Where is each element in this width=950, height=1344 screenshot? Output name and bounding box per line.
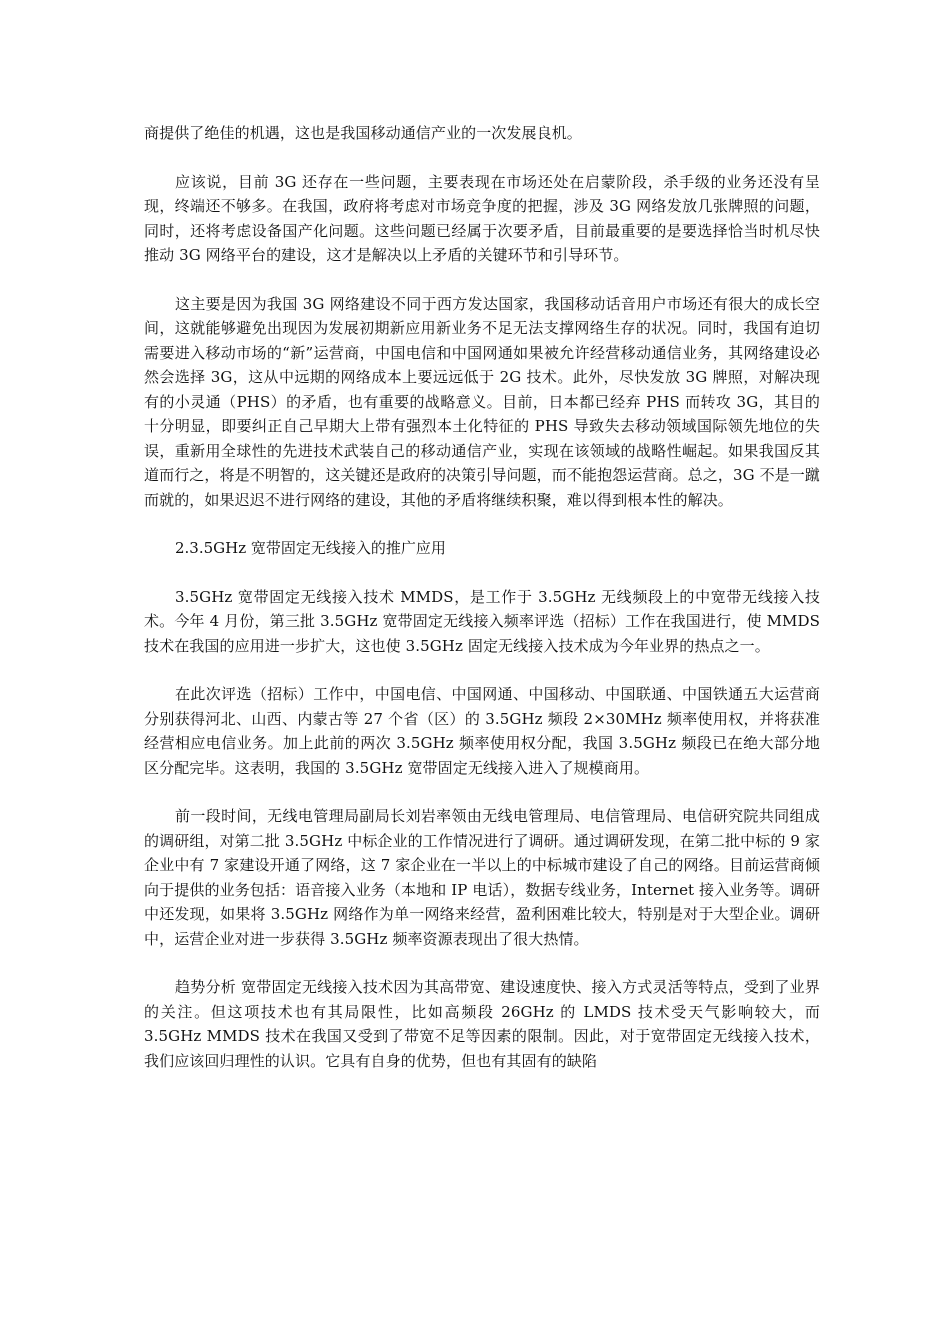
- paragraph-3g-problems: 应该说，目前 3G 还存在一些问题，主要表现在市场还处在启蒙阶段，杀手级的业务还没有呈现，终端还不够多。在我国，政府将考虑对市场竞争度的把握，涉及 3G 网络发放几张牌照的问题，同时，还将考虑设备国产化问题。这些问题已经属于次要矛盾，目前最重要的是要选择恰当时机尽快推动 3G 网络平台的建设，这才是解决以上矛盾的关键环节和引导环节。: [144, 172, 820, 264]
- paragraph-research-findings: 前一段时间，无线电管理局副局长刘岩率领由无线电管理局、电信管理局、电信研究院共同组成的调研组，对第二批 3.5GHz 中标企业的工作情况进行了调研。通过调研发现，在第二批中标的 9 家企业中有 7 家建设开通了网络，这 7 家企业在一半以上的中标城市建设了自己的网络。目前运营商倾向于提供的业务包括：语音接入业务（本地和 IP 电话），数据专线业务，Internet 接入业务等。调研中还发现，如果将 3.5GHz 网络作为单一网络来经营，盈利困难比较大，特别是对于大型企业。调研中，运营企业对进一步获得 3.5GHz 频率资源表现出了很大热情。: [144, 807, 820, 948]
- paragraph-tender-results: 在此次评选（招标）工作中，中国电信、中国网通、中国移动、中国联通、中国铁通五大运营商分别获得河北、山西、内蒙古等 27 个省（区）的 3.5GHz 频段 2×30MHz 频率使用权，并将获准经营相应电信业务。加上此前的两次 3.5GHz 频率使用权分配，我国 3.5GHz 频段已在绝大部分地区分配完毕。这表明，我国的 3.5GHz 宽带固定无线接入进入了规模商用。: [144, 685, 820, 777]
- paragraph-mmds-intro: 3.5GHz 宽带固定无线接入技术 MMDS，是工作于 3.5GHz 无线频段上的中宽带无线接入技术。今年 4 月份，第三批 3.5GHz 宽带固定无线接入频率评选（招标）工作在我国进行，使 MMDS 技术在我国的应用进一步扩大，这也使 3.5GHz 固定无线接入技术成为今年业界的热点之一。: [144, 587, 820, 655]
- section-heading-3-5ghz: 2.3.5GHz 宽带固定无线接入的推广应用: [175, 539, 446, 557]
- document-page: [144, 121, 820, 1097]
- paragraph-3g-reasons: 这主要是因为我国 3G 网络建设不同于西方发达国家，我国移动话音用户市场还有很大的成长空间，这就能够避免出现因为发展初期新应用新业务不足无法支撑网络生存的状况。同时，我国有迫切需要进入移动市场的“新”运营商，中国电信和中国网通如果被允许经营移动通信业务，其网络建设必然会选择 3G，这从中远期的网络成本上要远远低于 2G 技术。此外，尽快发放 3G 牌照，对解决现有的小灵通（PHS）的矛盾，也有重要的战略意义。目前，日本都已经弃 PHS 而转攻 3G，其目的十分明显，即要纠正自己早期大上带有强烈本土化特征的 PHS 导致失去移动领域国际领先地位的失误，重新用全球性的先进技术武装自己的移动通信产业，实现在该领域的战略性崛起。如果我国反其道而行之，将是不明智的，这关键还是政府的决策引导问题，而不能抱怨运营商。总之，3G 不是一蹴而就的，如果迟迟不进行网络的建设，其他的矛盾将继续积聚，难以得到根本性的解决。: [144, 294, 820, 509]
- paragraph-trend-analysis: 趋势分析 宽带固定无线接入技术因为其高带宽、建设速度快、接入方式灵活等特点，受到了业界的关注。但这项技术也有其局限性，比如高频段 26GHz 的 LMDS 技术受天气影响较大，而 3.5GHz MMDS 技术在我国又受到了带宽不足等因素的限制。因此，对于宽带固定无线接入技术，我们应该回归理性的认识。它具有自身的优势，但也有其固有的缺陷: [144, 978, 820, 1070]
- paragraph-opportunity: 商提供了绝佳的机遇，这也是我国移动通信产业的一次发展良机。: [144, 124, 582, 142]
